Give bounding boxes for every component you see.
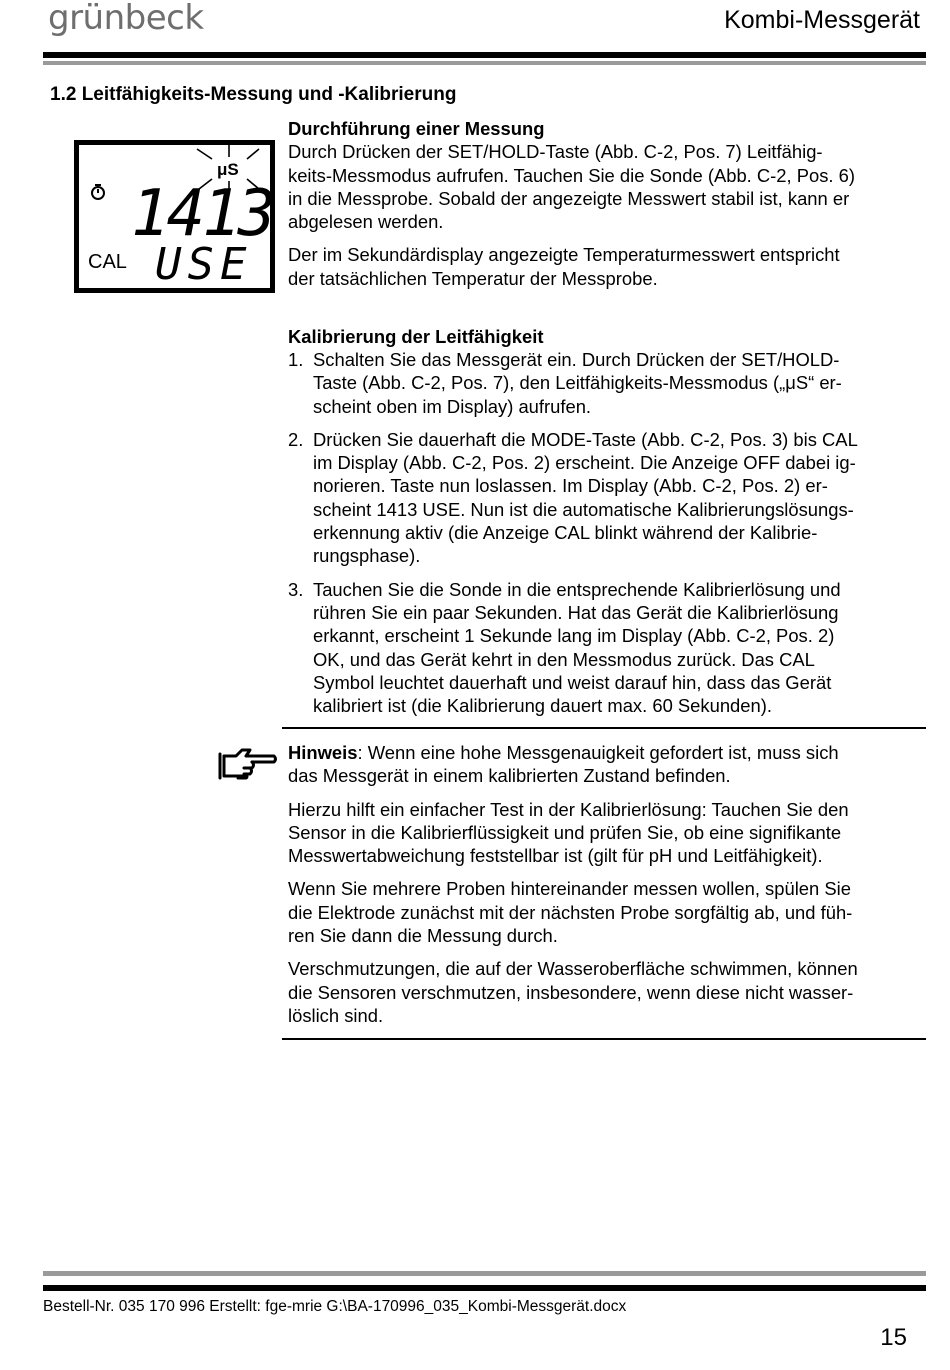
measurement-line: Der im Sekundärdisplay angezeigte Temperaturmesswert entspricht [288,244,840,266]
note-line: Verschmutzungen, die auf der Wasseroberfläche schwimmen, können [288,958,858,980]
note-first-line [288,741,928,764]
calibration-heading-block [288,325,928,348]
pointing-hand-icon [216,744,278,784]
note-section [288,741,928,1027]
note-first-line-text: : Wenn eine hohe Messgenauigkeit gefordert ist, muss sich [357,742,839,763]
header-rule-grey [43,61,926,65]
note-line: das Messgerät in einem kalibrierten Zustand befinden. [288,765,731,787]
note-line: Sensor in die Kalibrierflüssigkeit und prüfen Sie, ob eine signifikante [288,821,842,843]
step-line: kalibriert ist (die Kalibrierung dauert max. 60 Sekunden). [313,695,772,717]
step-line: Tauchen Sie die Sonde in die entsprechende Kalibrierlösung und [313,578,841,600]
note-top-rule [282,727,926,729]
measurement-line: der tatsächlichen Temperatur der Messprobe. [288,267,658,289]
step-line: rühren Sie ein paar Sekunden. Hat das Gerät die Kalibrierlösung [313,601,839,623]
note-bottom-rule [282,1038,926,1040]
list-item [288,428,928,568]
step-line: rungsphase). [313,545,421,567]
lcd-secondary-value: USE [155,239,253,288]
step-line: Schalten Sie das Messgerät ein. Durch Drücken der SET/HOLD- [313,349,840,370]
note-line: löslich sind. [288,1004,384,1026]
lcd-unit: μS [217,160,239,179]
brand-logo: grünbeck [48,0,204,38]
footer-rule-dark [43,1285,926,1291]
note-line: die Elektrode zunächst mit der nächsten Probe sorgfältig ab, und füh- [288,901,853,923]
calibration-heading: Kalibrierung der Leitfähigkeit [288,326,544,347]
step-line: erkannt, erscheint 1 Sekunde lang im Display (Abb. C-2, Pos. 2) [313,625,835,647]
footer-order-info: Bestell-Nr. 035 170 996 Erstellt: fge-mrie G:\BA-170996_035_Kombi-Messgerät.docx [43,1298,627,1315]
lcd-display-figure [74,140,275,293]
measurement-heading: Durchführung einer Messung [288,118,545,139]
step-line: Symbol leuchtet dauerhaft und weist darauf hin, dass das Gerät [313,671,832,693]
header-rule-dark [43,52,926,58]
step-line: im Display (Abb. C-2, Pos. 2) erscheint. Die Anzeige OFF dabei ig- [313,452,856,474]
measurement-line: Durch Drücken der SET/HOLD-Taste (Abb. C-2, Pos. 7) Leitfähig- [288,141,823,163]
step-line: Drücken Sie dauerhaft die MODE-Taste (Abb. C-2, Pos. 3) bis CAL [313,428,858,450]
note-line: Wenn Sie mehrere Proben hintereinander messen wollen, spülen Sie [288,878,851,900]
measurement-line: abgelesen werden. [288,211,444,233]
note-label: Hinweis [288,742,358,763]
section-heading: 1.2 Leitfähigkeits-Messung und -Kalibrierung [50,84,457,105]
document-title: Kombi-Messgerät [724,6,920,34]
lcd-graphic [79,145,270,288]
note-line: die Sensoren verschmutzen, insbesondere, wenn diese nicht wasser- [288,981,854,1003]
step-line: scheint 1413 USE. Nun ist die automatische Kalibrierungslösungs- [313,498,854,520]
list-number: 3. [288,578,304,600]
step-line: OK, und das Gerät kehrt in den Messmodus zurück. Das CAL [313,648,815,670]
measurement-line: keits-Messmodus aufrufen. Tauchen Sie die Sonde (Abb. C-2, Pos. 6) [288,164,856,186]
footer-rule-grey [43,1271,926,1276]
measurement-section [288,117,928,290]
lcd-cal-indicator: CAL [88,251,127,273]
note-line: Messwertabweichung feststellbar ist (gilt für pH und Leitfähigkeit). [288,845,823,867]
list-number: 2. [288,428,304,450]
calibration-steps [288,348,928,717]
measurement-line: in die Messprobe. Sobald der angezeigte Messwert stabil ist, kann er [288,187,850,209]
step-line: norieren. Taste nun loslassen. Im Display (Abb. C-2, Pos. 2) er- [313,475,828,497]
lcd-screen [79,145,270,288]
list-number: 1. [288,349,304,370]
step-line: scheint oben im Display) aufrufen. [313,395,592,417]
lcd-main-value: 1413 [131,177,270,251]
step-line: erkennung aktiv (die Anzeige CAL blinkt während der Kalibrie- [313,522,818,544]
list-item [288,348,928,418]
page-number: 15 [880,1324,907,1351]
note-line: ren Sie dann die Messung durch. [288,925,558,947]
step-line: Taste (Abb. C-2, Pos. 7), den Leitfähigkeits-Messmodus („μS“ er- [313,372,842,394]
note-line: Hierzu hilft ein einfacher Test in der Kalibrierlösung: Tauchen Sie den [288,798,849,820]
stopwatch-icon [92,185,104,199]
list-item [288,578,928,718]
